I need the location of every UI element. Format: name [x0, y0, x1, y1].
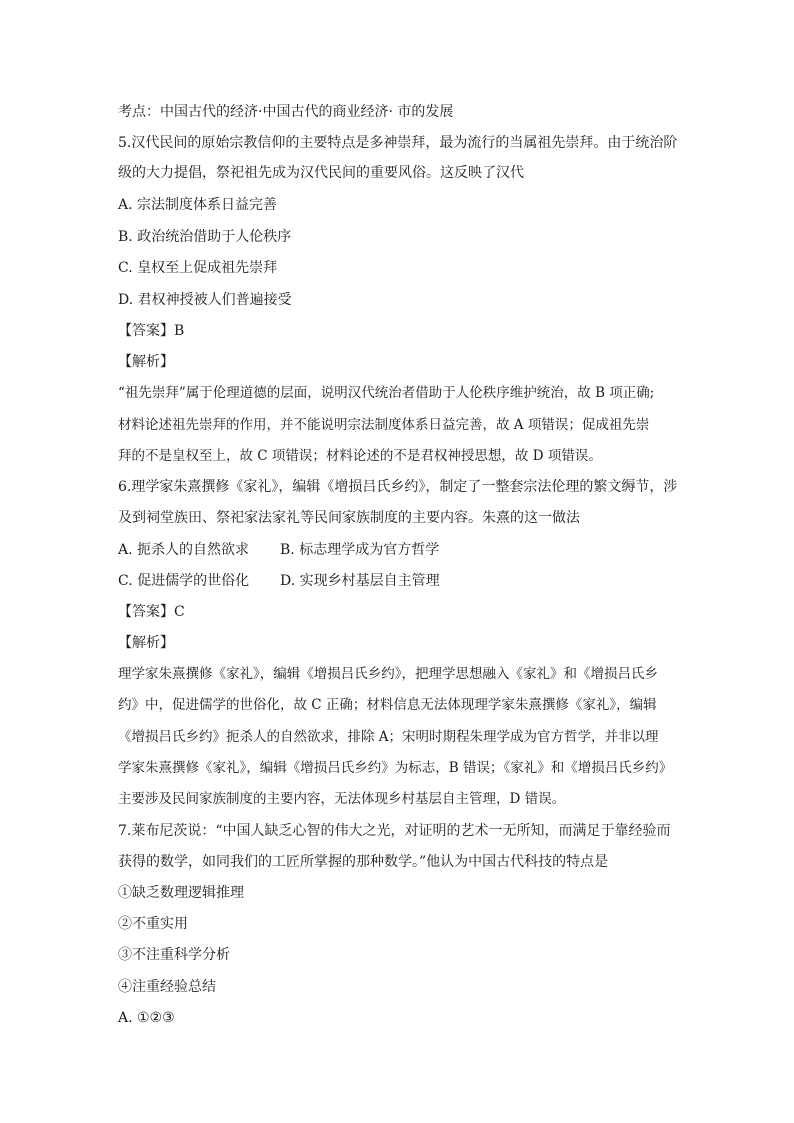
q5-analysis-line-3: 拜的不是皇权至上，故 C 项错误；材料论述的不是君权神授思想，故 D 项错误。 — [118, 448, 602, 464]
q7-item-3: ③不注重科学分析 — [118, 947, 230, 963]
q7-stem-line-2: 获得的数学，如同我们的工匠所掌握的那种数学。”他认为中国古代科技的特点是 — [118, 854, 609, 870]
q6-answer: 【答案】C — [118, 604, 185, 620]
q6-stem-line-1: 6.理学家朱熹撰修《家礼》，编辑《增损吕氏乡约》，制定了一整套宗法伦理的繁文缛节，涉 — [118, 479, 678, 495]
q5-stem-line-2: 级的大力提倡，祭祀祖先成为汉代民间的重要风俗。这反映了汉代 — [118, 165, 524, 181]
q6-analysis-line-1: 理学家朱熹撰修《家礼》，编辑《增损吕氏乡约》，把理学思想融入《家礼》和《增损吕氏乡 — [118, 666, 658, 682]
q6-analysis-line-2: 约》中，促进儒学的世俗化，故 C 正确；材料信息无法体现理学家朱熹撰修《家礼》，编辑 — [118, 697, 657, 713]
q6-analysis-line-4: 学家朱熹撰修《家礼》，编辑《增损吕氏乡约》为标志，B 错误；《家礼》和《增损吕氏乡约》 — [118, 760, 673, 776]
q5-option-c: C. 皇权至上促成祖先崇拜 — [118, 260, 278, 276]
q6-options-row-2 — [118, 572, 688, 590]
q5-analysis-line-1: “祖先崇拜”属于伦理道德的层面，说明汉代统治者借助于人伦秩序维护统治，故 B 项正确; — [118, 385, 655, 401]
kaodian-line: 考点：中国古代的经济·中国古代的商业经济· 市的发展 — [118, 104, 454, 120]
q6-analysis-heading: 【解析】 — [118, 635, 174, 651]
q5-analysis-line-2: 材料论述祖先崇拜的作用，并不能说明宗法制度体系日益完善，故 A 项错误；促成祖先崇 — [118, 417, 650, 433]
q7-option-a: A. ①②③ — [118, 1010, 175, 1026]
q7-item-1: ①缺乏数理逻辑推理 — [118, 885, 244, 901]
q6-analysis-line-3: 《增损吕氏乡约》扼杀人的自然欲求，排除 A；宋明时期程朱理学成为官方哲学，并非以理 — [118, 729, 659, 745]
q5-option-a: A. 宗法制度体系日益完善 — [118, 197, 278, 213]
q7-stem-line-1: 7.莱布尼茨说：“中国人缺乏心智的伟大之光，对证明的艺术一无所知，而满足于靠经验而 — [118, 823, 671, 839]
q7-item-2: ②不重实用 — [118, 916, 188, 932]
q6-analysis-line-5: 主要涉及民间家族制度的主要内容，无法体现乡村基层自主管理，D 错误。 — [118, 791, 566, 807]
q5-answer: 【答案】B — [118, 323, 185, 339]
q6-option-b: B. 标志理学成为官方哲学 — [280, 542, 440, 558]
q5-analysis-heading: 【解析】 — [118, 354, 174, 370]
q6-options-row-1 — [118, 541, 688, 559]
q6-option-c: C. 促进儒学的世俗化 — [118, 573, 250, 589]
q6-stem-line-2: 及到祠堂族田、祭祀家法家礼等民间家族制度的主要内容。朱熹的这一做法 — [118, 510, 580, 526]
q5-stem-line-1: 5.汉代民间的原始宗教信仰的主要特点是多神崇拜，最为流行的当属祖先崇拜。由于统治阶 — [118, 135, 678, 151]
q6-option-d: D. 实现乡村基层自主管理 — [280, 573, 440, 589]
q6-option-a: A. 扼杀人的自然欲求 — [118, 542, 250, 558]
q5-option-d: D. 君权神授被人们普遍接受 — [118, 292, 292, 308]
q7-item-4: ④注重经验总结 — [118, 979, 216, 995]
q5-option-b: B. 政治统治借助于人伦秩序 — [118, 229, 292, 245]
